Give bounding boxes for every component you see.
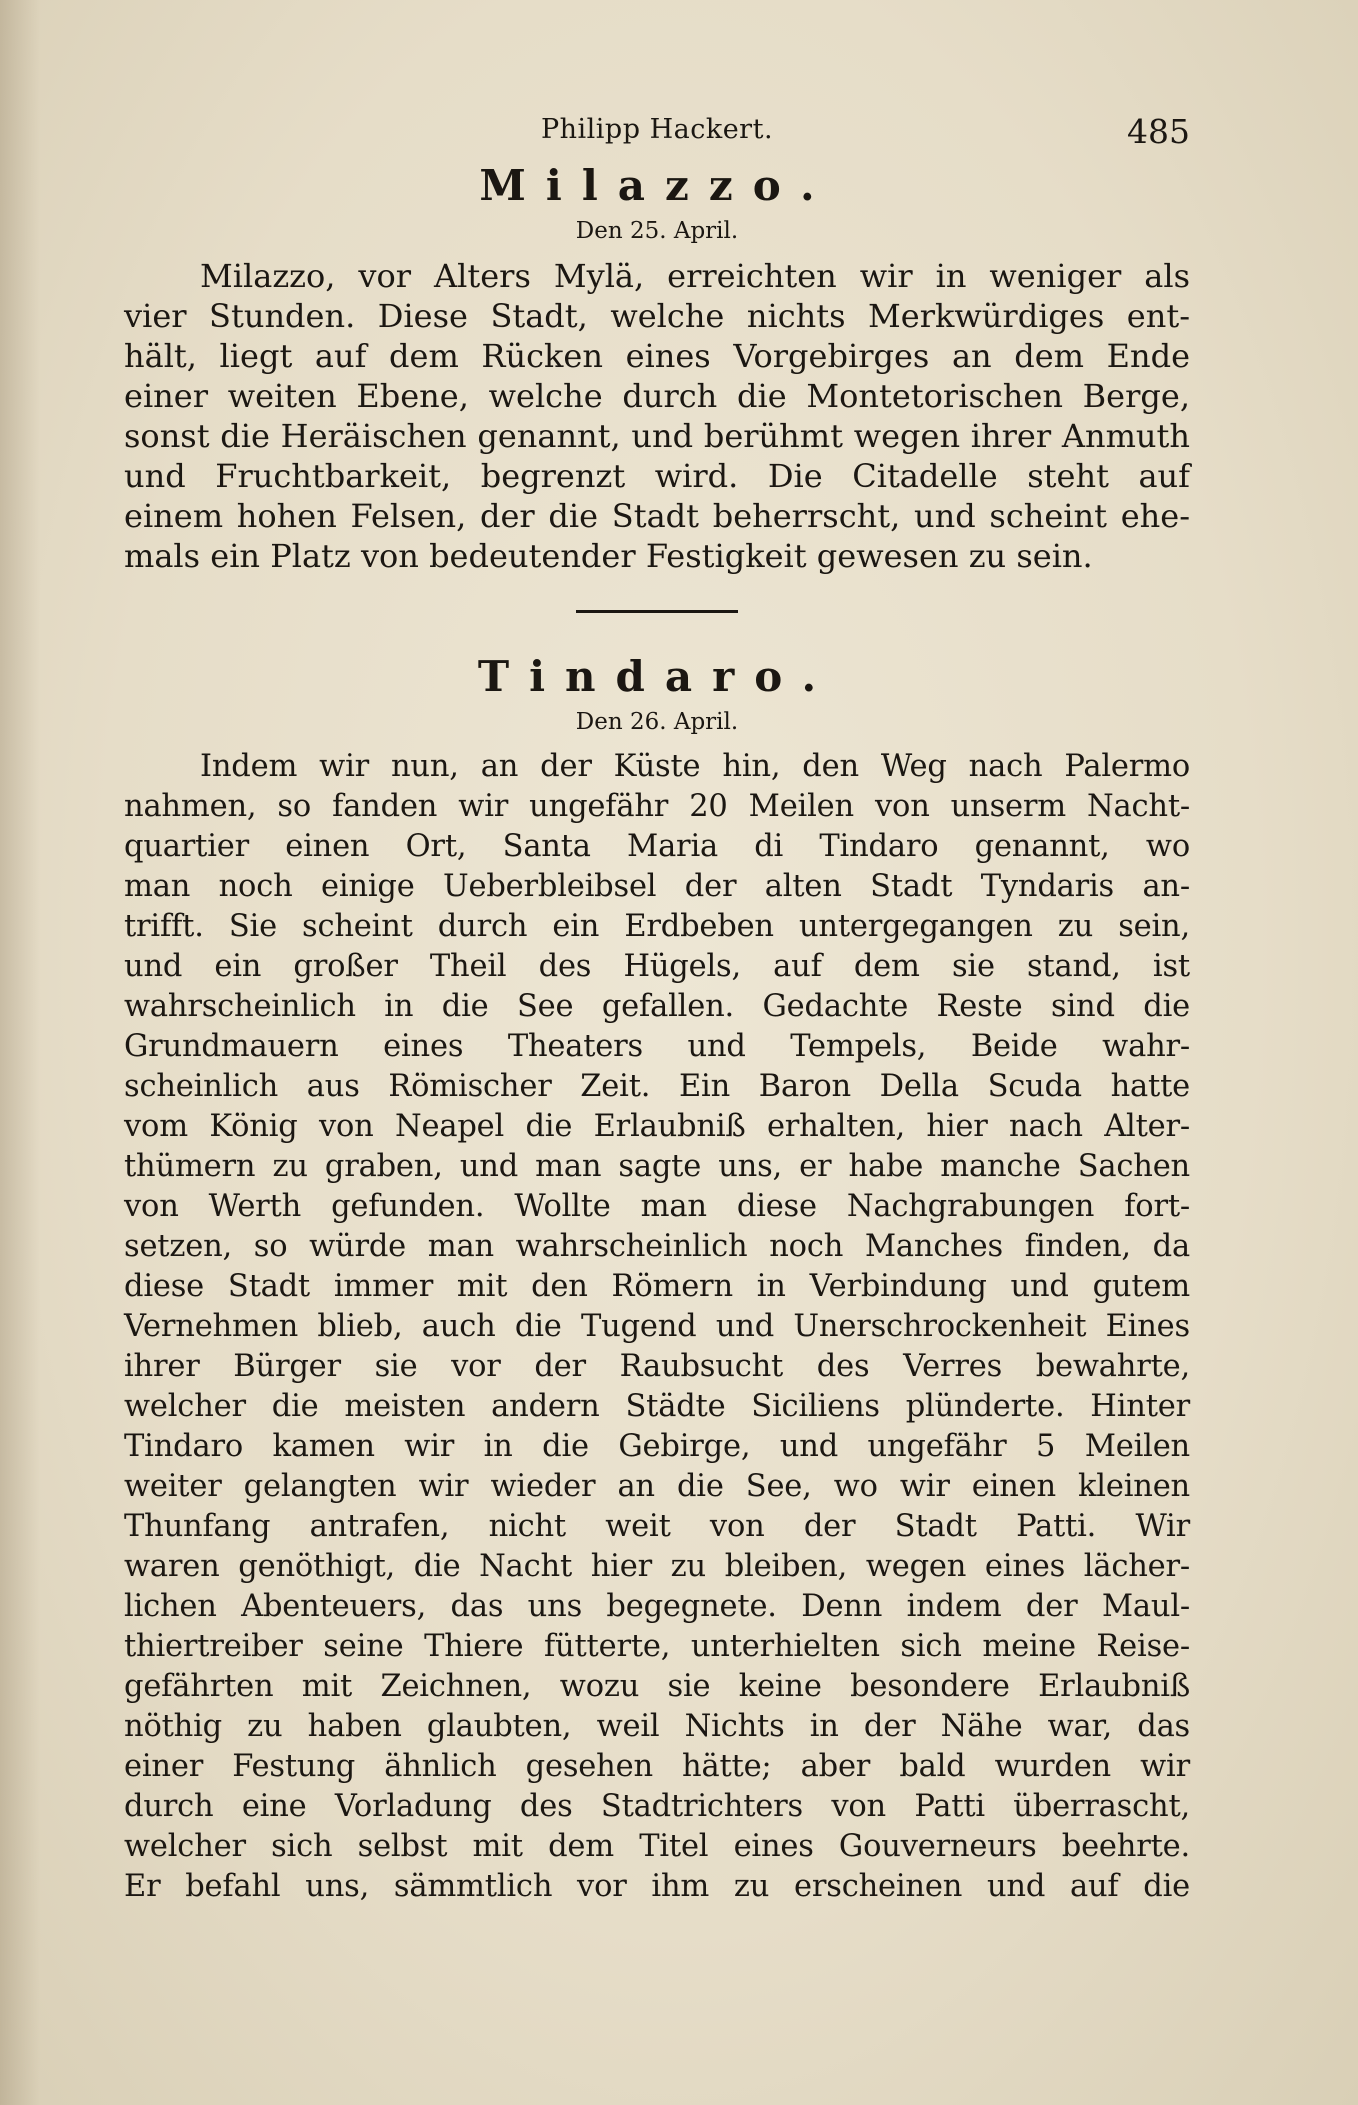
text-line: durch eine Vorladung des Stadtrichters von Patti überrascht, [124,1789,1190,1824]
text-line: nahmen, so fanden wir ungefähr 20 Meilen von unserm Nacht- [124,789,1190,824]
page-gutter-shadow [0,0,40,2105]
text-line: thümern zu graben, und man sagte uns, er habe manche Sachen [124,1149,1190,1184]
text-line: welcher die meisten andern Städte Siciliens plünderte. Hinter [124,1389,1190,1424]
page-content [124,108,1190,1907]
text-line: setzen, so würde man wahrscheinlich noch Manches finden, da [124,1229,1190,1264]
text-line: gefährten mit Zeichnen, wozu sie keine besondere Erlaubniß [124,1669,1190,1704]
text-line: man noch einige Ueberbleibsel der alten Stadt Tyndaris an- [124,869,1190,904]
text-line: einer Festung ähnlich gesehen hätte; aber bald wurden wir [124,1749,1190,1784]
text-line: vier Stunden. Diese Stadt, welche nichts Merkwürdiges ent- [124,297,1190,335]
text-line: welcher sich selbst mit dem Titel eines Gouverneurs beehrte. [124,1829,1190,1864]
section-body [124,747,1190,1907]
section-milazzo [124,156,1190,576]
text-line: und ein großer Theil des Hügels, auf dem sie stand, ist [124,949,1190,984]
running-title: Philipp Hackert. [540,114,774,145]
text-line: scheinlich aus Römischer Zeit. Ein Baron Della Scuda hatte [124,1069,1190,1104]
section-divider [576,610,738,613]
section-title: Milazzo. [479,161,835,210]
section-body [124,256,1190,576]
text-line: mals ein Platz von bedeutender Festigkeit gewesen zu sein. [124,537,1093,575]
text-line: trifft. Sie scheint durch ein Erdbeben untergegangen zu sein, [124,909,1190,944]
text-line: nöthig zu haben glaubten, weil Nichts in der Nähe war, das [124,1709,1190,1744]
text-line: einem hohen Felsen, der die Stadt beherrscht, und scheint ehe- [124,497,1190,535]
text-line: weiter gelangten wir wieder an die See, wo wir einen kleinen [124,1469,1190,1504]
section-date: Den 25. April. [575,218,739,244]
text-line: hält, liegt auf dem Rücken eines Vorgebirges an dem Ende [124,337,1190,375]
text-line: ihrer Bürger sie vor der Raubsucht des Verres bewahrte, [124,1349,1190,1384]
section-tindaro [124,647,1190,1907]
text-line: und Fruchtbarkeit, begrenzt wird. Die Citadelle steht auf [124,457,1190,495]
text-line: lichen Abenteuers, das uns begegnete. Denn indem der Maul- [124,1589,1190,1624]
text-line: Vernehmen blieb, auch die Tugend und Unerschrockenheit Eines [124,1309,1190,1344]
page-number: 485 [1127,112,1190,151]
running-header [124,108,1190,156]
text-line: Grundmauern eines Theaters und Tempels, Beide wahr- [124,1029,1190,1064]
text-line: vom König von Neapel die Erlaubniß erhalten, hier nach Alter- [124,1109,1190,1144]
text-line: Thunfang antrafen, nicht weit von der Stadt Patti. Wir [124,1509,1190,1544]
text-line: wahrscheinlich in die See gefallen. Gedachte Reste sind die [124,989,1190,1024]
text-line: waren genöthigt, die Nacht hier zu bleiben, wegen eines lächer- [124,1549,1190,1584]
section-date: Den 26. April. [575,709,739,735]
text-line: Er befahl uns, sämmtlich vor ihm zu erscheinen und auf die [124,1869,1190,1904]
text-line: Milazzo, vor Alters Mylä, erreichten wir in weniger als [200,257,1190,295]
text-line: Tindaro kamen wir in die Gebirge, und ungefähr 5 Meilen [124,1429,1190,1464]
text-line: sonst die Heräischen genannt, und berühmt wegen ihrer Anmuth [124,417,1190,455]
section-title: Tindaro. [477,652,837,701]
text-line: Indem wir nun, an der Küste hin, den Weg nach Palermo [200,749,1190,784]
text-line: einer weiten Ebene, welche durch die Montetorischen Berge, [124,377,1190,415]
text-line: quartier einen Ort, Santa Maria di Tindaro genannt, wo [124,829,1190,864]
text-line: von Werth gefunden. Wollte man diese Nachgrabungen fort- [124,1189,1190,1224]
text-line: thiertreiber seine Thiere fütterte, unterhielten sich meine Reise- [124,1629,1190,1664]
text-line: diese Stadt immer mit den Römern in Verbindung und gutem [124,1269,1190,1304]
